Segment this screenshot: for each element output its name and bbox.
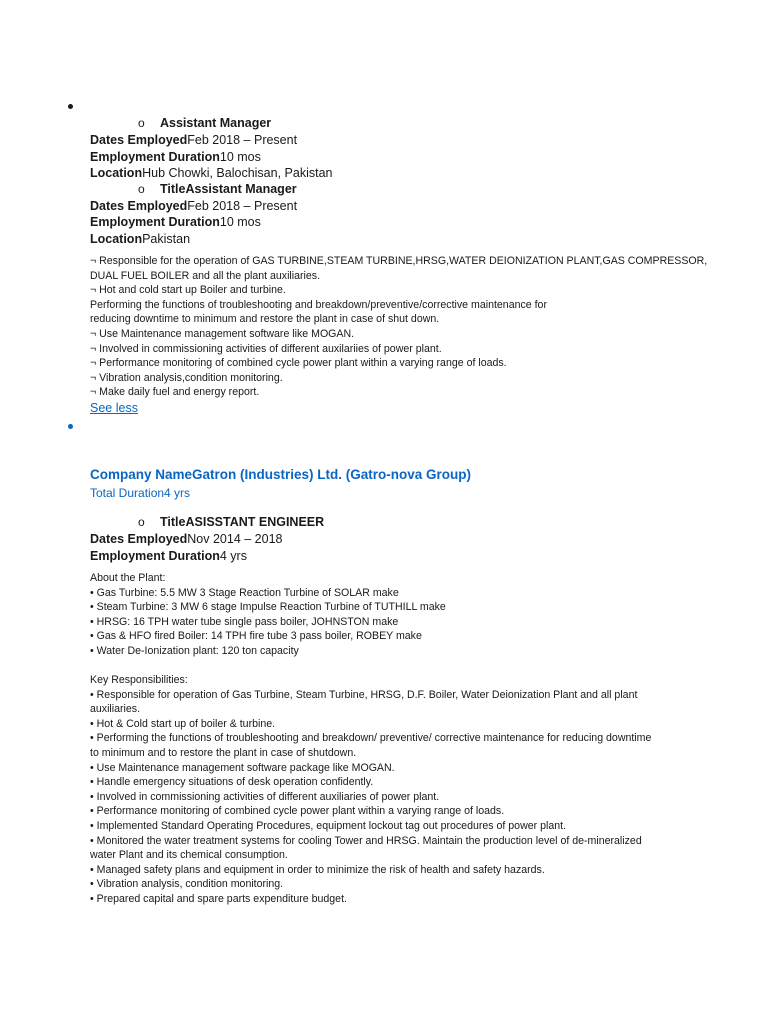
description-line: ¬ Vibration analysis,condition monitoring. xyxy=(90,371,283,384)
responsibility-line: • Involved in commissioning activities of different auxiliaries of power plant. xyxy=(90,790,440,803)
sub-bullet-icon: o xyxy=(138,182,145,196)
description-line: ¬ Responsible for the operation of GAS TURBINE,STEAM TURBINE,HRSG,WATER DEIONIZATION PLANT,GAS COMPRESSOR, xyxy=(90,255,708,267)
description-line: Performing the functions of troubleshooting and breakdown/preventive/corrective maintenance for xyxy=(90,298,547,311)
location: LocationPakistan xyxy=(90,232,191,246)
location: LocationHub Chowki, Balochisan, Pakistan xyxy=(90,166,333,180)
responsibility-line: to minimum and to restore the plant in case of shutdown. xyxy=(90,746,357,759)
responsibility-line: • Handle emergency situations of desk operation confidently. xyxy=(90,776,374,789)
responsibility-line: • Managed safety plans and equipment in order to minimize the risk of health and safety hazards. xyxy=(90,863,545,876)
description-line: ¬ Involved in commissioning activities of different auxilariies of power plant. xyxy=(90,342,442,355)
plant-line: • Water De-Ionization plant: 120 ton capacity xyxy=(90,644,299,657)
responsibility-line: • Performance monitoring of combined cycle power plant within a varying range of loads. xyxy=(90,805,505,818)
sub-bullet-icon: o xyxy=(138,116,145,130)
responsibility-line: • Prepared capital and spare parts expenditure budget. xyxy=(90,892,347,905)
total-duration: Total Duration4 yrs xyxy=(90,486,191,500)
position-title-field: TitleAssistant Manager xyxy=(160,182,297,196)
description-line: ¬ Performance monitoring of combined cycle power plant within a varying range of loads. xyxy=(90,357,507,370)
list-bullet xyxy=(68,104,73,109)
responsibility-line: • Monitored the water treatment systems for cooling Tower and HRSG. Maintain the production level of de-mineralized xyxy=(90,834,642,847)
plant-line: About the Plant: xyxy=(90,572,166,584)
responsibility-line: water Plant and its chemical consumption. xyxy=(90,849,288,862)
description-line: DUAL FUEL BOILER and all the plant auxiliaries. xyxy=(90,269,321,282)
position-title-field: TitleASISSTANT ENGINEER xyxy=(160,515,325,529)
plant-line: • Steam Turbine: 3 MW 6 stage Impulse Reaction Turbine of TUTHILL make xyxy=(90,601,446,614)
description-line: ¬ Make daily fuel and energy report. xyxy=(90,386,260,399)
employment-duration: Employment Duration4 yrs xyxy=(90,549,247,563)
description-line: ¬ Hot and cold start up Boiler and turbine. xyxy=(90,284,286,297)
see-less-link[interactable]: See less xyxy=(90,401,138,415)
responsibility-line: • Use Maintenance management software package like MOGAN. xyxy=(90,761,395,774)
responsibility-line: • Hot & Cold start up of boiler & turbine. xyxy=(90,717,276,730)
key-responsibilities xyxy=(90,673,651,907)
dates-employed: Dates EmployedFeb 2018 – Present xyxy=(90,133,298,147)
responsibility-line: • Vibration analysis, condition monitoring. xyxy=(90,878,284,891)
about-plant xyxy=(90,571,446,659)
position-title: Assistant Manager xyxy=(160,116,272,130)
plant-line: • Gas Turbine: 5.5 MW 3 Stage Reaction Turbine of SOLAR make xyxy=(90,586,399,599)
responsibility-line: auxiliaries. xyxy=(90,703,141,716)
responsibility-line: • Performing the functions of troubleshooting and breakdown/ preventive/ corrective maintenance for reducing downtime xyxy=(90,732,652,745)
company-name: Company NameGatron (Industries) Ltd. (Gatro-nova Group) xyxy=(90,467,472,482)
dates-employed: Dates EmployedFeb 2018 – Present xyxy=(90,199,298,213)
job-description xyxy=(90,254,707,400)
list-bullet xyxy=(68,424,73,429)
description-line: ¬ Use Maintenance management software like MOGAN. xyxy=(90,327,355,340)
employment-duration: Employment Duration10 mos xyxy=(90,215,261,229)
responsibility-line: Key Responsibilities: xyxy=(90,674,188,686)
plant-line: • HRSG: 16 TPH water tube single pass boiler, JOHNSTON make xyxy=(90,615,399,628)
dates-employed: Dates EmployedNov 2014 – 2018 xyxy=(90,532,283,546)
plant-line: • Gas & HFO fired Boiler: 14 TPH fire tube 3 pass boiler, ROBEY make xyxy=(90,630,422,643)
sub-bullet-icon: o xyxy=(138,515,145,529)
employment-duration: Employment Duration10 mos xyxy=(90,150,261,164)
description-line: reducing downtime to minimum and restore the plant in case of shut down. xyxy=(90,313,440,326)
responsibility-line: • Responsible for operation of Gas Turbine, Steam Turbine, HRSG, D.F. Boiler, Water Deionization Plant and all plant xyxy=(90,688,638,701)
responsibility-line: • Implemented Standard Operating Procedures, equipment lockout tag out procedures of power plant. xyxy=(90,819,566,832)
